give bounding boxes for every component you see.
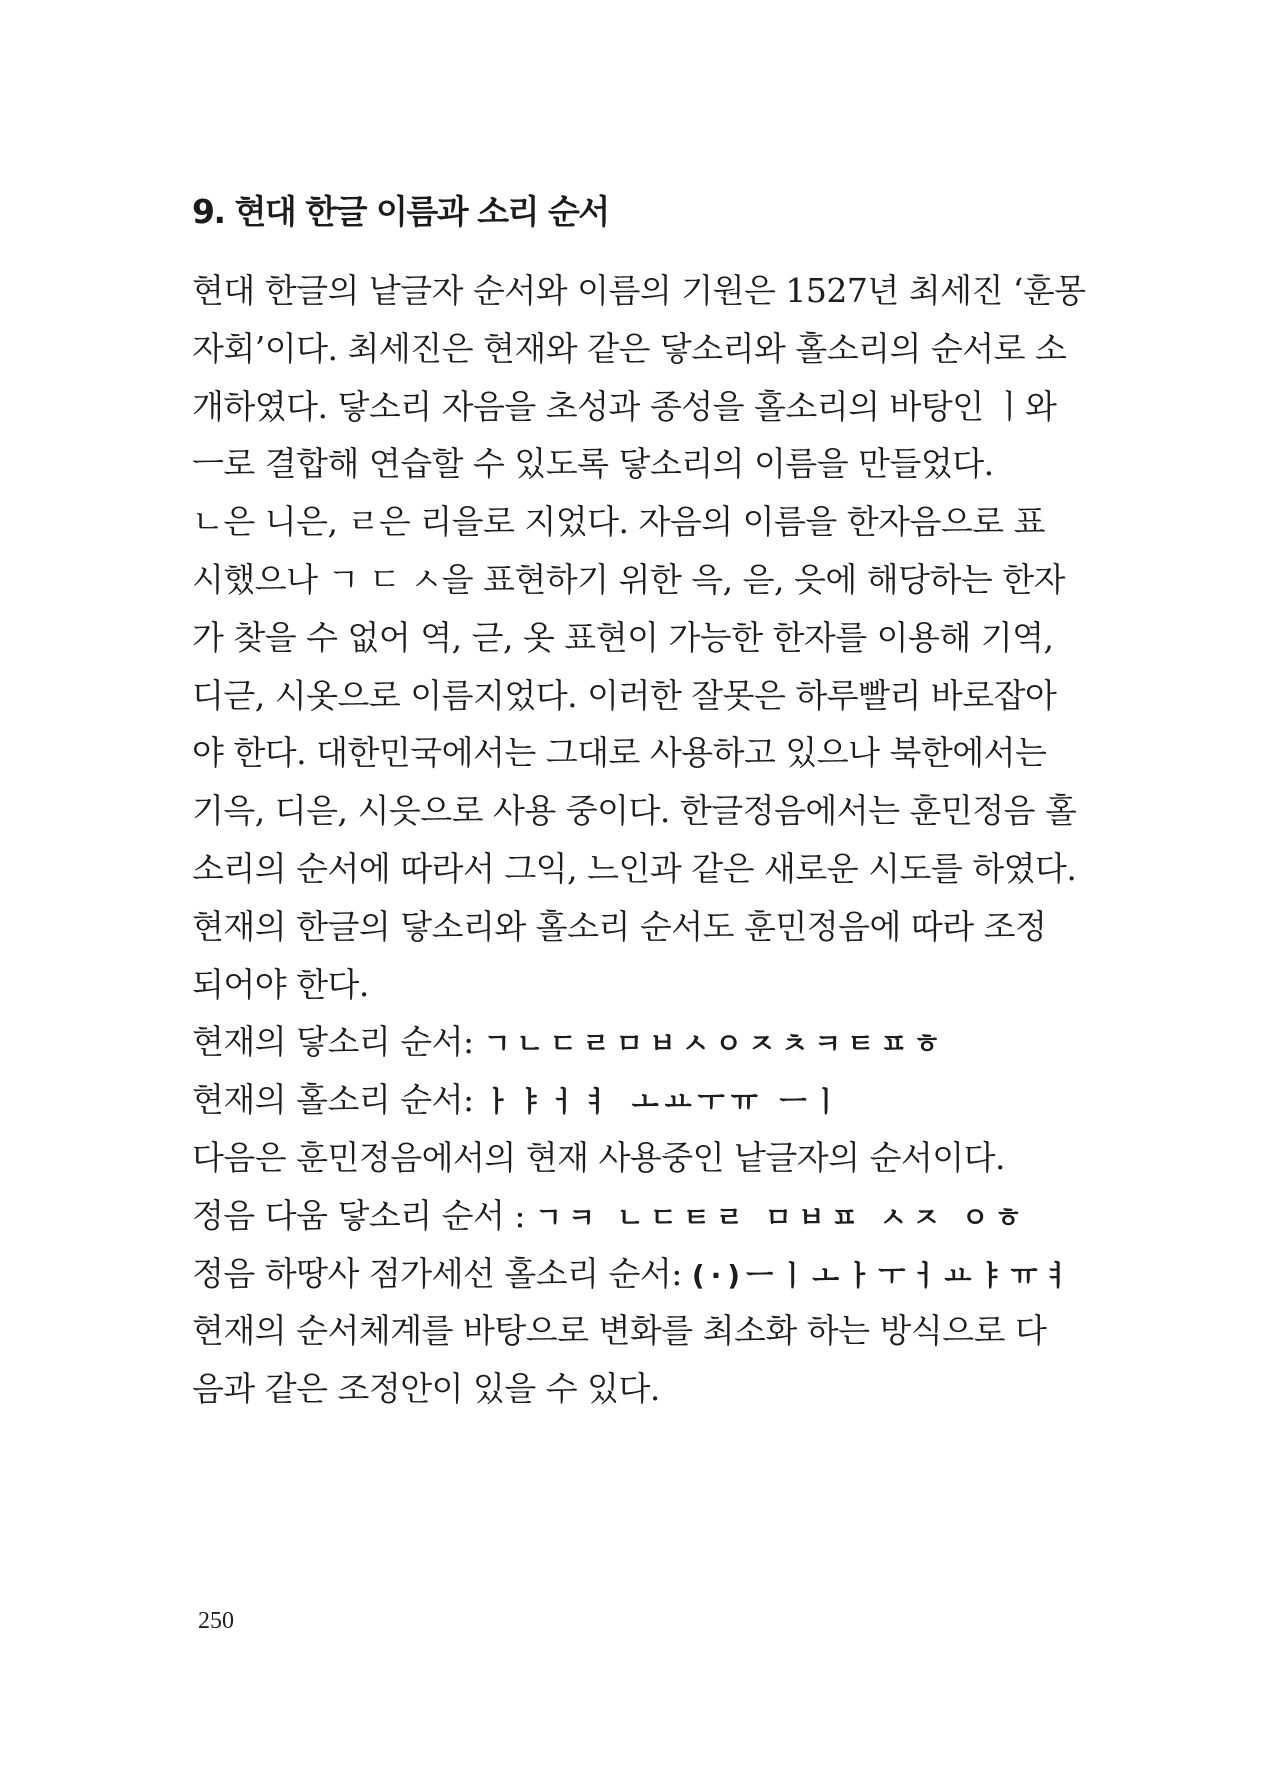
- paragraph-line: 되어야 한다.: [192, 964, 369, 1004]
- intro-line: 다음은 훈민정음에서의 현재 사용중인 낱글자의 순서이다.: [192, 1137, 1006, 1177]
- paragraph-line: 기윽, 디읃, 시읏으로 사용 중이다. 한글정음에서는 훈민정음 홀: [192, 791, 1077, 831]
- paragraph-line: 야 한다. 대한민국에서는 그대로 사용하고 있으나 북한에서는: [192, 733, 1047, 773]
- order-label: 정음 다움 닿소리 순서 :: [192, 1195, 535, 1235]
- jeongeum-vowel-order: [192, 1245, 1112, 1303]
- order-label: 정음 하땅사 점가세선 홀소리 순서:: [192, 1253, 692, 1293]
- closing-line: 음과 같은 조정안이 있을 수 있다.: [192, 1369, 660, 1409]
- vowel-sequence: (·)ㅡㅣㅗㅏㅜㅓㅛㅑㅠㅕ: [691, 1258, 1077, 1292]
- paragraph-line: 디귿, 시옷으로 이름지었다. 이러한 잘못은 하루빨리 바로잡아: [192, 675, 1057, 715]
- closing-line: 현재의 순서체계를 바탕으로 변화를 최소화 하는 방식으로 다: [192, 1311, 1047, 1351]
- jeongeum-consonant-order: [192, 1187, 1112, 1245]
- paragraph-line: 현재의 한글의 닿소리와 홀소리 순서도 훈민정음에 따라 조정: [192, 906, 1047, 946]
- consonant-sequence: ㄱㅋ ㄴㄷㅌㄹ ㅁㅂㅍ ㅅㅈ ㅇㅎ: [534, 1200, 1028, 1234]
- paragraph-line: 자회’이다. 최세진은 현재와 같은 닿소리와 홀소리의 순서로 소: [192, 328, 1067, 368]
- paragraph-line: ㄴ은 니은, ㄹ은 리을로 지었다. 자음의 이름을 한자음으로 표: [192, 502, 1045, 542]
- paragraph-line: 개하였다. 닿소리 자음을 초성과 종성을 홀소리의 바탕인 ㅣ와: [192, 386, 1057, 426]
- paragraph-line: 소리의 순서에 따라서 그익, 느인과 같은 새로운 시도를 하였다.: [192, 848, 1077, 888]
- paragraph-line: 가 찾을 수 없어 역, 귿, 옷 표현이 가능한 한자를 이용해 기역,: [192, 617, 1054, 657]
- page-number: 250: [198, 1608, 234, 1634]
- paragraph-line: ㅡ로 결합해 연습할 수 있도록 닿소리의 이름을 만들었다.: [192, 444, 994, 484]
- order-label: 현재의 홀소리 순서:: [192, 1080, 484, 1120]
- current-consonant-order: [192, 1013, 1112, 1071]
- body-text: [192, 262, 1112, 1418]
- paragraph-line: 시했으나 ㄱ ㄷ ㅅ을 표현하기 위한 윽, 읃, 읏에 해당하는 한자: [192, 559, 1065, 599]
- paragraph-line: 현대 한글의 낱글자 순서와 이름의 기원은 1527년 최세진 ‘훈몽: [192, 271, 1086, 310]
- vowel-sequence: ㅏㅑㅓㅕ ㅗㅛㅜㅠ ㅡㅣ: [483, 1085, 846, 1119]
- consonant-sequence: ㄱㄴㄷㄹㅁㅂㅅㅇㅈㅊㅋㅌㅍㅎ: [483, 1027, 947, 1061]
- order-label: 현재의 닿소리 순서:: [192, 1022, 484, 1062]
- section-title: 9. 현대 한글 이름과 소리 순서: [192, 192, 609, 231]
- current-vowel-order: [192, 1071, 1112, 1129]
